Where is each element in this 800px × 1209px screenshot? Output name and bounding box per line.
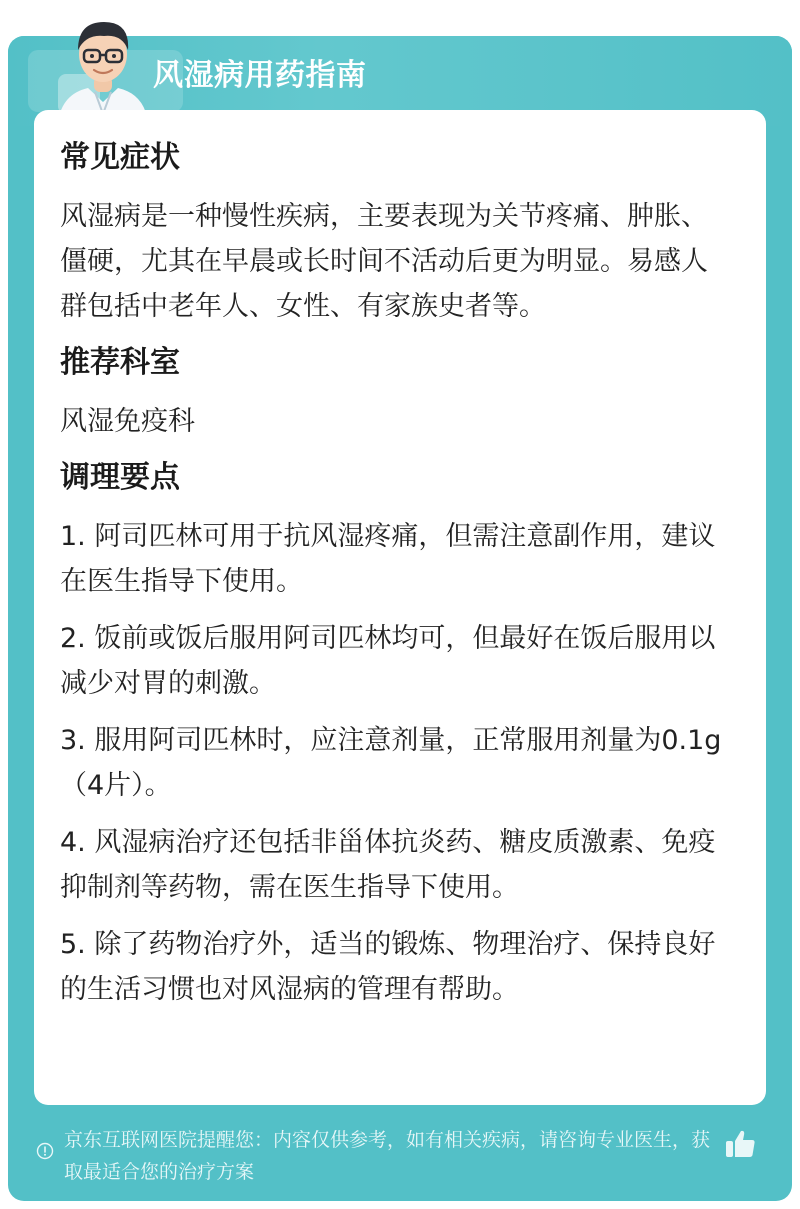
content-body [60,136,730,1024]
page-title: 风湿病用药指南 [153,58,367,93]
section-heading-department: 推荐科室 [60,345,180,380]
doctor-avatar [48,10,158,122]
section-heading-symptoms: 常见症状 [60,140,180,175]
info-icon [36,1142,54,1160]
thumbs-up-icon[interactable] [722,1126,758,1162]
guide-panel [8,36,792,1201]
care-item: 3. 服用阿司匹林时，应注意剂量，正常服用剂量为0.1g（4片）。 [60,725,722,801]
department-text: 风湿免疫科 [60,406,195,437]
content-card [34,110,766,1105]
care-item: 2. 饭前或饭后服用阿司匹林均可，但最好在饭后服用以减少对胃的刺激。 [60,623,716,699]
care-item: 5. 除了药物治疗外，适当的锻炼、物理治疗、保持良好的生活习惯也对风湿病的管理有帮助。 [60,929,716,1005]
disclaimer [38,1124,728,1188]
care-item: 1. 阿司匹林可用于抗风湿疼痛，但需注意副作用，建议在医生指导下使用。 [60,521,716,597]
care-item: 4. 风湿病治疗还包括非甾体抗炎药、糖皮质激素、免疫抑制剂等药物，需在医生指导下使用。 [60,827,716,903]
disclaimer-text: 京东互联网医院提醒您：内容仅供参考，如有相关疾病，请咨询专业医生，获取最适合您的治疗方案 [64,1129,711,1183]
symptoms-text: 风湿病是一种慢性疾病，主要表现为关节疼痛、肿胀、僵硬，尤其在早晨或长时间不活动后更为明显。易感人群包括中老年人、女性、有家族史者等。 [60,201,708,322]
section-heading-care: 调理要点 [60,460,180,495]
